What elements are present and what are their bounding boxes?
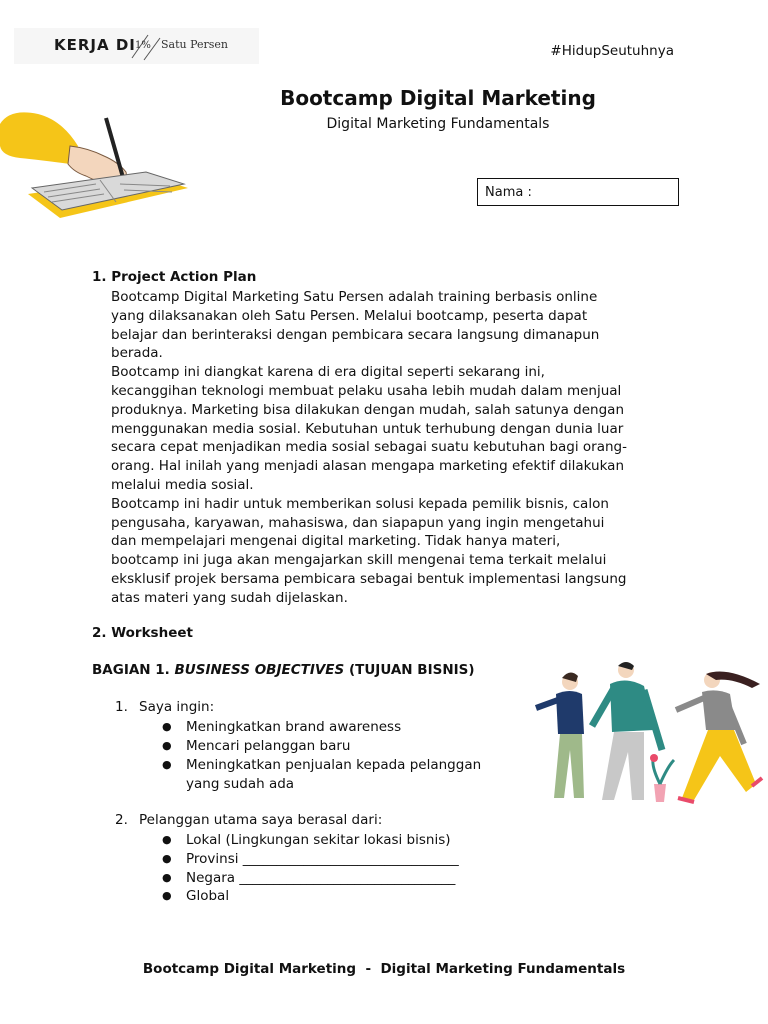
brand-logo (14, 28, 259, 64)
name-field-label: Nama : (485, 185, 532, 200)
section-heading-worksheet: 2. Worksheet (92, 625, 193, 641)
bullet-icon: ● (162, 852, 172, 865)
page-subtitle: Digital Marketing Fundamentals (326, 116, 550, 132)
bullet-icon: ● (162, 739, 172, 752)
logo-percent: 1% (135, 40, 151, 51)
option-label: Mencari pelanggan baru (186, 738, 351, 754)
logo-name: Satu Persen (161, 38, 229, 51)
section-body (111, 288, 631, 608)
list-item[interactable] (162, 869, 516, 888)
list-item[interactable] (162, 887, 516, 906)
option-label: Provinsi ________________________________ (186, 851, 459, 867)
part-italic: BUSINESS OBJECTIVES (174, 662, 345, 678)
bullet-icon: ● (162, 833, 172, 846)
list-item[interactable] (162, 850, 516, 869)
list-item[interactable] (162, 718, 516, 737)
logo-brand: KERJA DI (54, 36, 136, 54)
question-text: Saya ingin: (139, 699, 215, 715)
hashtag: #HidupSeutuhnya (550, 43, 674, 59)
page-title: Bootcamp Digital Marketing (280, 86, 596, 110)
writing-hand-illustration (0, 106, 192, 226)
bullet-icon: ● (162, 720, 172, 733)
option-label: Meningkatkan brand awareness (186, 719, 402, 735)
list-item[interactable] (162, 737, 516, 756)
question-text: Pelanggan utama saya berasal dari: (139, 812, 383, 828)
people-walking-illustration (526, 660, 766, 808)
question-number: 2. (115, 812, 128, 828)
part-prefix: BAGIAN 1. (92, 662, 170, 678)
name-field[interactable] (477, 178, 679, 206)
bullet-icon: ● (162, 871, 172, 884)
paragraph: Bootcamp ini diangkat karena di era digital seperti sekarang ini, kecanggihan teknologi membuat pelaku usaha lebih mudah dalam menjual produknya. Marketing bisa dilakukan dengan mudah, salah satunya dengan menggunakan media sosial. Kebutuhan untuk terhubung dengan dunia luar secara cepat menjadikan media sosial sebagai suatu kebutuhan bagi orang-orang. Hal inilah yang menjadi alasan mengapa marketing efektif dilakukan melalui media sosial. (111, 364, 627, 493)
section-heading-project-action-plan: 1. Project Action Plan (92, 269, 257, 285)
bullet-icon: ● (162, 758, 172, 771)
question-number: 1. (115, 699, 128, 715)
part-suffix: (TUJUAN BISNIS) (348, 662, 475, 678)
paragraph: Bootcamp Digital Marketing Satu Persen adalah training berbasis online yang dilaksanakan oleh Satu Persen. Melalui bootcamp, peserta dapat belajar dan berinteraksi dengan pembicara secara langsung dimanapun berada. (111, 289, 600, 362)
option-label: Meningkatkan penjualan kepada pelanggan yang sudah ada (186, 757, 482, 792)
list-item[interactable] (162, 756, 516, 794)
bullet-icon: ● (162, 889, 172, 902)
option-label: Lokal (Lingkungan sekitar lokasi bisnis) (186, 832, 451, 848)
page-footer: Bootcamp Digital Marketing - Digital Marketing Fundamentals (142, 961, 626, 977)
part-heading (92, 662, 475, 678)
paragraph: Bootcamp ini hadir untuk memberikan solusi kepada pemilik bisnis, calon pengusaha, karyawan, mahasiswa, dan siapapun yang ingin mengetahui dan mempelajari mengenai digital marketing. Tidak hanya materi, bootcamp ini juga akan mengajarkan skill mengenai tema terkait melalui eksklusif projek bersama pembicara sebagai bentuk implementasi langsung atas materi yang sudah dijelaskan. (111, 495, 627, 606)
option-label: Global (186, 888, 230, 904)
option-label: Negara ________________________________ (186, 870, 456, 886)
list-item[interactable] (162, 831, 516, 850)
